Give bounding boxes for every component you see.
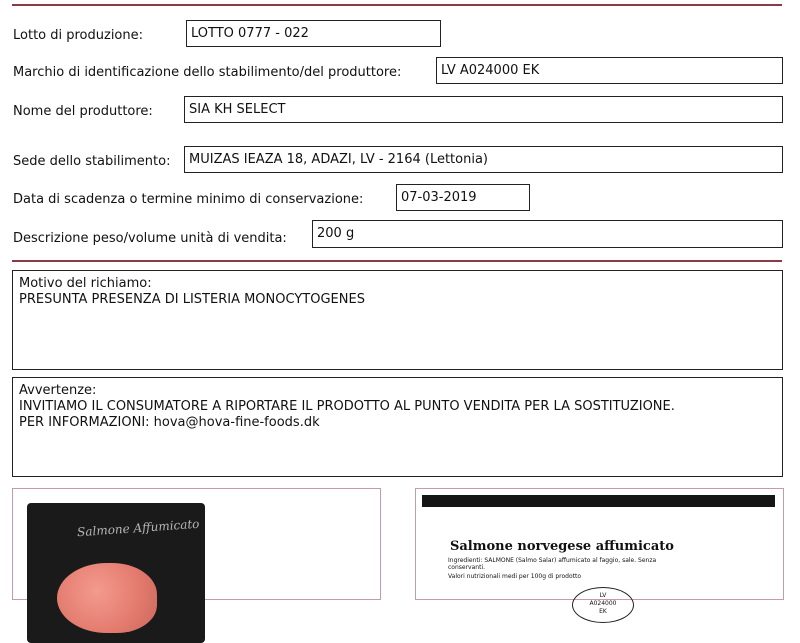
section-rule <box>12 260 782 262</box>
avvertenze-line-2: PER INFORMAZIONI: hova@hova-fine-foods.dk <box>19 415 320 430</box>
salmon-slice <box>57 563 157 633</box>
label-nutrition: Valori nutrizionali medi per 100g di prodotto <box>448 573 582 580</box>
avvertenze-line-1: INVITIAMO IL CONSUMATORE A RIPORTARE IL PRODOTTO AL PUNTO VENDITA PER LA SOSTITUZIONE. <box>19 399 675 414</box>
peso-label: Descrizione peso/volume unità di vendita: <box>13 231 287 246</box>
lotto-field[interactable]: LOTTO 0777 - 022 <box>186 20 441 47</box>
motivo-panel <box>12 270 783 370</box>
scadenza-field[interactable]: 07-03-2019 <box>396 184 530 211</box>
sede-field[interactable]: MUIZAS IEAZA 18, ADAZI, LV - 2164 (Lettonia) <box>184 146 783 173</box>
marchio-label: Marchio di identificazione dello stabilimento/del produttore: <box>13 65 402 80</box>
label-title: Salmone norvegese affumicato <box>450 539 674 554</box>
label-photo <box>415 488 784 615</box>
avvertenze-panel <box>12 377 783 477</box>
label-ingredients: Ingredienti: SALMONE (Salmo Salar) affumicato al faggio, sale. Senza conservanti. <box>448 557 657 571</box>
scadenza-label: Data di scadenza o termine minimo di conservazione: <box>13 192 364 207</box>
motivo-text: PRESUNTA PRESENZA DI LISTERIA MONOCYTOGENES <box>19 292 365 307</box>
produttore-field[interactable]: SIA KH SELECT <box>184 96 783 123</box>
identification-mark-oval: LV A024000 EK <box>572 587 634 623</box>
package-script: Salmone Affumicato <box>76 516 200 540</box>
marchio-field[interactable]: LV A024000 EK <box>436 57 783 84</box>
top-rule <box>12 4 782 6</box>
peso-field[interactable]: 200 g <box>312 220 783 248</box>
avvertenze-title: Avvertenze: <box>19 383 97 398</box>
product-package <box>27 503 205 643</box>
produttore-label: Nome del produttore: <box>13 104 153 119</box>
lotto-label: Lotto di produzione: <box>13 28 144 43</box>
product-label <box>422 495 775 615</box>
product-photo <box>12 488 381 600</box>
motivo-title: Motivo del richiamo: <box>19 276 152 291</box>
sede-label: Sede dello stabilimento: <box>13 154 171 169</box>
